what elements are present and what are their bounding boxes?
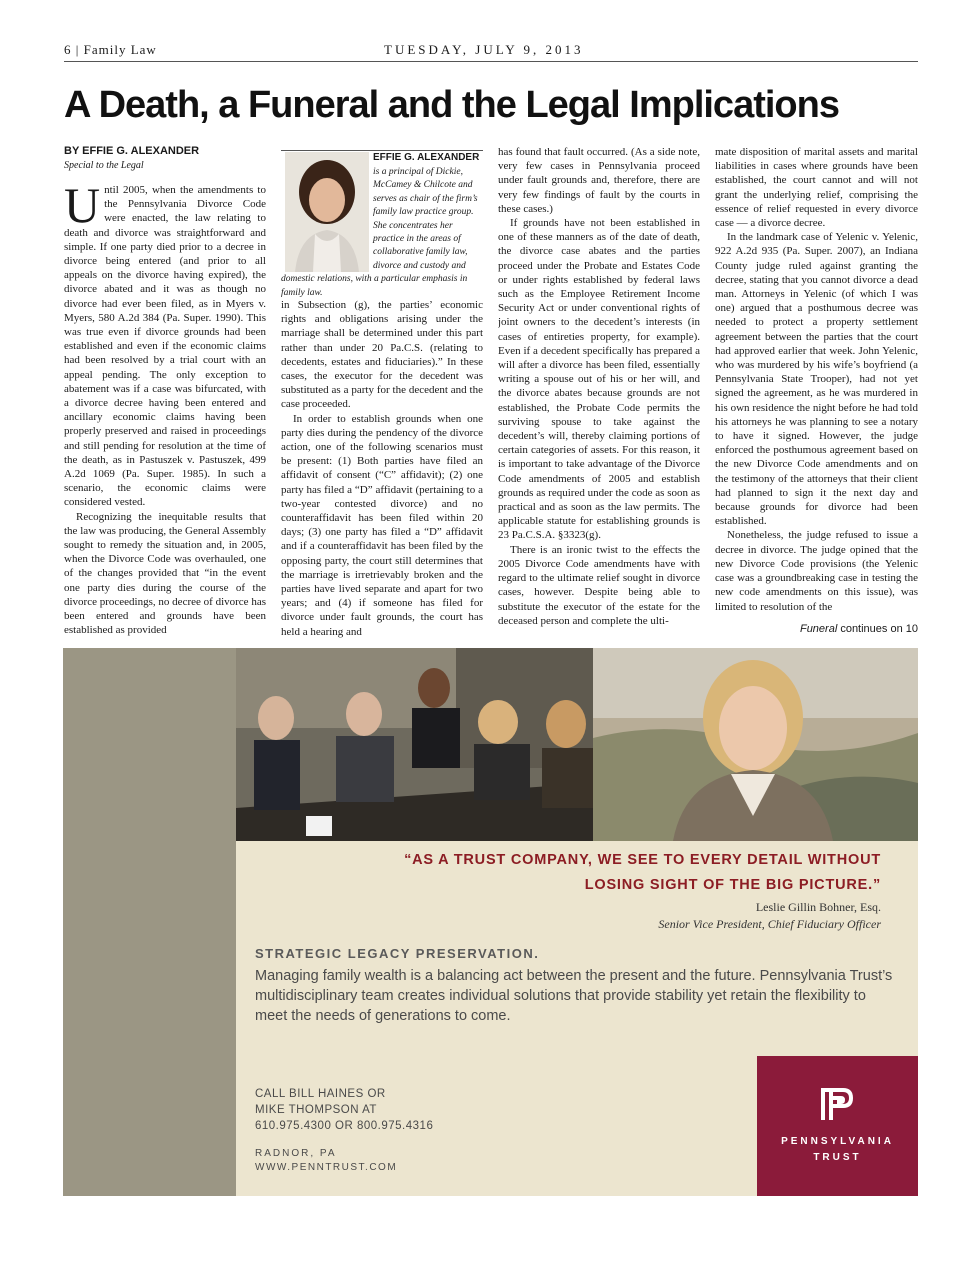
paragraph: There is an ironic twist to the effects the 2005 Divorce Code amendments have with regard to the ultimate relief sought in divorce cases, however. Despite being able to substitute the executor of the estate for the deceased person and complete the ulti- [498, 543, 700, 627]
ad-attribution-name: Leslie Gillin Bohner, Esq. [755, 900, 881, 914]
advertisement [63, 648, 918, 1196]
article-column-1 [64, 183, 266, 641]
logo-text-line-1: PENNSYLVANIA [781, 1136, 894, 1147]
ad-photo-portrait [593, 648, 918, 841]
ad-quote-line-2: LOSING SIGHT OF THE BIG PICTURE.” [584, 877, 881, 893]
ad-quote-line-1: “AS A TRUST COMPANY, WE SEE TO EVERY DETAIL WITHOUT [404, 852, 881, 868]
headline: A Death, a Funeral and the Legal Implications [64, 84, 839, 126]
ad-heading: STRATEGIC LEGACY PRESERVATION. [255, 946, 540, 961]
ad-photo-team-meeting [236, 648, 593, 841]
ad-contact-line: CALL BILL HAINES OR [255, 1088, 386, 1100]
ad-location: RADNOR, PA [255, 1148, 337, 1159]
ad-website: WWW.PENNTRUST.COM [255, 1162, 398, 1173]
drop-cap: U [64, 183, 101, 233]
paragraph: In the landmark case of Yelenic v. Yelenic, 922 A.2d 935 (Pa. Super. 2007), an Indiana County judge ruled against granting the decree, stating that you cannot divorce a dead man. Attorneys in Yelenic (of which I was one) argued that a posthumous decree was needed to protect a property settlement agreement between the parties that the court had approved earlier that week. John Yelenic, who was murdered by his wife’s boyfriend (a Pennsylvania State Trooper), had not yet signed the agreement, as he was murdered in his own residence the night before he had told his attorneys he was planning to see a notary to have it signed. However, the judge enforced the posthumous agreement based on the new Divorce Code amendments and on the testimony of the attorneys that their client had planned to sign it the next day and because grounds for divorce had been established. [715, 231, 918, 528]
trust-logo-icon [819, 1084, 855, 1124]
continuation-note [715, 623, 918, 635]
article-column-4 [715, 145, 918, 629]
paragraph: has found that fault occurred. (As a side note, very few cases in Pennsylvania proceed under fault grounds and, therefore, there are very few findings of fault by the courts in these cases.) [498, 146, 700, 215]
logo-text-line-2: TRUST [813, 1152, 862, 1163]
author-name: EFFIE G. ALEXANDER [373, 152, 480, 163]
page-header [64, 40, 918, 62]
paragraph: Nonetheless, the judge refused to issue a decree in divorce. The judge opined that the new Divorce Code provisions (the Yelenic case was a groundbreaking case in testing the new code amendments on this issue), was limited to resolution of the [715, 529, 918, 613]
ad-left-band [63, 648, 236, 1196]
page-label: 6 | Family Law [64, 42, 157, 57]
ad-quote [293, 848, 881, 898]
issue-date: TUESDAY, JULY 9, 2013 [384, 42, 584, 57]
paragraph: If grounds have not been established in one of these manners as of the date of death, the divorce case abates and the parties proceed under the Probate and Estates Code or under rights established by federal laws such as the Employee Retirement Income Security Act or under conventional rights of joint owners to the decedent’s interests (in cases of entireties property, for example). Even if a decedent specifically has prepared a will after a divorce has been filed, essentially writing a spouse out of his or her will, and the divorce abates because grounds are not established, the Probate Code permits the surviving spouse to take against the decedent’s will, thereby claiming portions of certain categories of assets. For this reason, it is important to take advantage of the Divorce Code amendments of 2005 and establish grounds as required under the code as soon as practical and as soon as the law permits. The applicable statute for establishing grounds is 23 Pa.C.S.A. §3323(g). [498, 217, 700, 542]
paragraph [64, 183, 266, 510]
article-column-2 [281, 298, 483, 641]
ad-contact-line: MIKE THOMPSON AT [255, 1104, 377, 1116]
pennsylvania-trust-logo [757, 1056, 918, 1196]
ad-attribution-title: Senior Vice President, Chief Fiduciary Officer [658, 917, 881, 931]
continuation-keyword: Funeral [799, 623, 838, 635]
ad-phone-numbers: 610.975.4300 OR 800.975.4316 [255, 1120, 434, 1132]
paragraph: in Subsection (g), the parties’ economic rights and obligations arising under the marriage shall be determined under this part rather than under 20 Pa.C.S. (relating to decedents, estates and fiduciaries).” In these cases, the executor for the decedent was substituted as a party for the decedent and the case proceeded. [281, 299, 483, 411]
byline-special: Special to the Legal [64, 160, 144, 171]
author-box-rule [281, 150, 483, 151]
paragraph: mate disposition of marital assets and marital liabilities in cases where grounds have been established, the court cannot and will not grant the underlying relief, comprising the essence of relief requested in every divorce case — a divorce decree. [715, 146, 918, 230]
ad-body: Managing family wealth is a balancing act between the present and the future. Pennsylvania Trust’s multidisciplinary team creates individual solutions that provide stability yet retain the flexibility to meet the needs of generations to come. [255, 968, 893, 1024]
paragraph-text: ntil 2005, when the amendments to the Pennsylvania Divorce Code were enacted, the law relating to death and divorce was straightforward and simple. If one party died prior to a decree in divorce being entered (and prior to all appeals on the divorce having expired), the divorce abated and it was as though no divorce had ever been filed, as in Myers v. Myers, 580 A.2d 384 (Pa. Super. 1990). This was true even if divorce grounds had been established and even if the economic claims had been resolved by a trial court with an appeal pending. The only exception to abatement was if a case was bifurcated, with a divorce decree having been entered and ancillary economic claims having been properly preserved and raised in proceedings and still pending for resolution at the time of the death, as in Pastuszek v. Pastuszek, 499 A.2d 1069 (Pa. Super. 1985). In such a scenario, the economic claims were considered vested. [64, 184, 266, 509]
continuation-text: continues on 10 [837, 623, 918, 635]
byline: BY EFFIE G. ALEXANDER [64, 145, 200, 157]
author-bio-text: is a principal of Dickie, McCamey & Chilcote and serves as chair of the firm’s family law practice group. She concentrates her practice in the areas of collaborative family law, divorce and custody and domestic relations, with a particular emphasis in family law. [281, 167, 478, 298]
paragraph: Recognizing the inequitable results that the law was producing, the General Assembly sought to remedy the situation and, in 2005, when the Divorce Code was overhauled, one of the changes provided that “in the event one party dies during the course of the divorce proceedings, no decree of divorce has been entered and grounds have been established as provided [64, 510, 266, 637]
article-column-3 [498, 145, 700, 641]
author-bio [281, 166, 483, 300]
paragraph: In order to establish grounds when one party dies during the pendency of the divorce action, one of the following scenarios must be present: (1) Both parties have filed an affidavit of consent (“C” affidavit); (2) one party has filed a “D” affidavit (pertaining to a two-year contested divorce) and no counteraffidavit has been filed within 20 days; (3) one party has filed a “D” affidavit and if a counteraffidavit has been filed by the opposing party, the court still determines that the marriage is irretrievably broken and the parties have lived separate and apart for two years; and (4) if someone has filed for divorce under fault grounds, the court has held a hearing and [281, 412, 483, 638]
